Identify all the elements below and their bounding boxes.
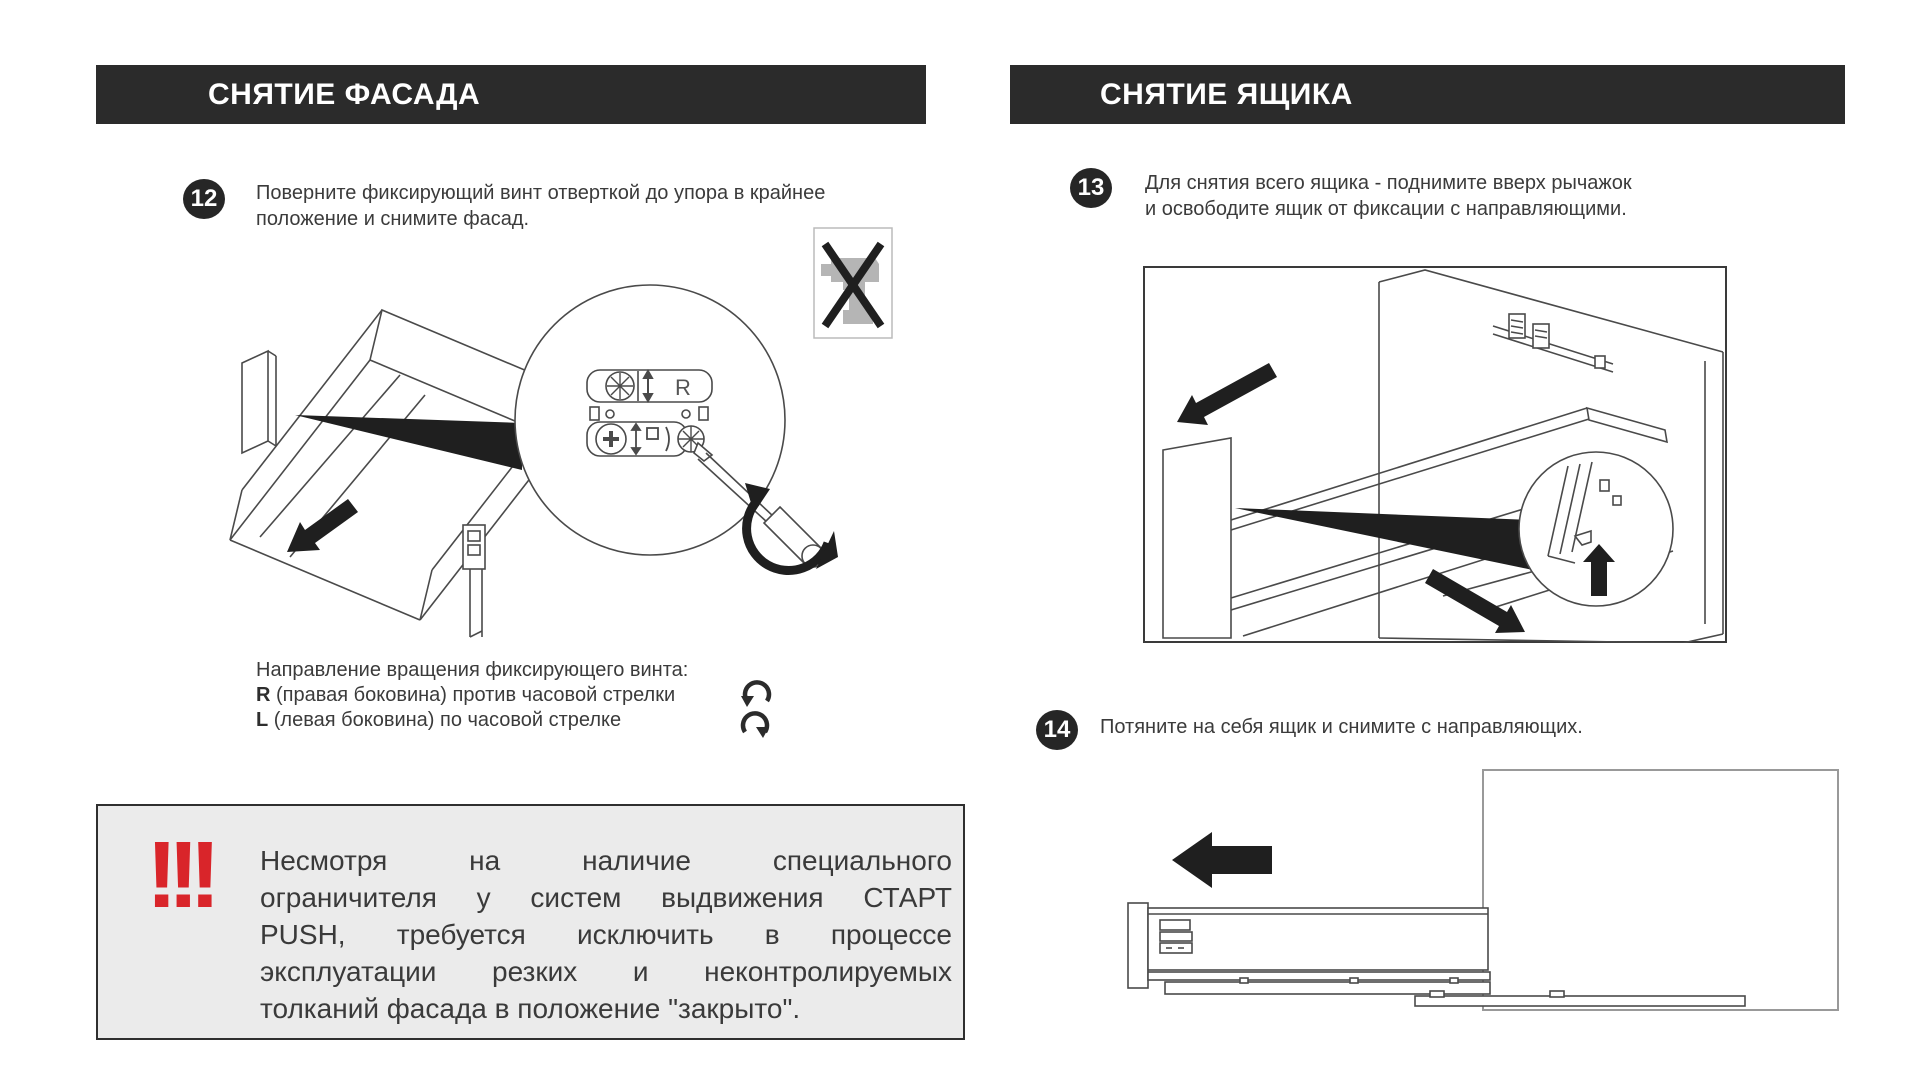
- r-prefix: R: [256, 684, 271, 706]
- slide-out-arrow: [1425, 569, 1525, 633]
- lock-mechanism: [463, 525, 485, 637]
- facade-removal-figure: [170, 225, 910, 645]
- facade-panel: [242, 351, 268, 453]
- no-drill-icon: [814, 228, 892, 338]
- step-14-line1: Потяните на себя ящик и снимите с направляющих.: [1100, 716, 1583, 738]
- callout-wedge: [1235, 508, 1533, 570]
- right-side-label: R: [675, 375, 691, 400]
- warning-line: ограничителя у систем выдвижения СТАРТ: [260, 882, 952, 913]
- rotation-title: Направление вращения фиксирующего винта:: [256, 659, 689, 681]
- step-14-badge: 14: [1036, 710, 1078, 750]
- cabinet-body-box: [1483, 770, 1838, 1010]
- rotation-direction-block: [256, 658, 688, 733]
- drawer-front-panel: [1128, 903, 1148, 988]
- step-13-badge: 13: [1070, 168, 1112, 208]
- l-prefix: L: [256, 709, 269, 731]
- drawer-isometric-drawing: [230, 310, 572, 637]
- step-13-text: [1145, 170, 1632, 222]
- counterclockwise-icon: [738, 676, 774, 708]
- extended-runner-rail: [1415, 996, 1745, 1006]
- pull-out-arrow: [1177, 363, 1277, 425]
- warning-line: Несмотря на наличие специального: [260, 845, 952, 876]
- step-12-line2: положение и снимите фасад.: [256, 208, 530, 230]
- l-text: (левая боковина) по часовой стрелке: [268, 709, 622, 731]
- step-13-line1: Для снятия всего ящика - поднимите вверх рычажок: [1145, 172, 1632, 194]
- drawer-pull-off-figure: [1120, 760, 1845, 1015]
- warning-line: эксплуатации резких и неконтролируемых: [260, 956, 952, 987]
- warning-text: [260, 842, 952, 1027]
- pull-direction-arrow: [287, 499, 358, 552]
- rotation-line-l: [256, 708, 688, 733]
- step-12-line1: Поверните фиксирующий винт отверткой до упора в крайнее: [256, 182, 826, 204]
- warning-line: PUSH, требуется исключить в процессе: [260, 919, 952, 950]
- latch-detail-circle: [1519, 452, 1673, 606]
- section-header-facade-label: СНЯТИЕ ФАСАДА: [208, 77, 481, 111]
- r-text: (правая боковина) против часовой стрелки: [270, 684, 676, 706]
- section-header-drawer-label: СНЯТИЕ ЯЩИКА: [1100, 77, 1353, 111]
- warning-exclamation-marks: !!!: [146, 822, 211, 928]
- section-header-facade-removal: [96, 65, 926, 124]
- step-13-line2: и освободите ящик от фиксации с направляющими.: [1145, 198, 1627, 220]
- warning-line: толканий фасада в положение "закрыто".: [260, 993, 801, 1024]
- step-14-text: [1100, 714, 1583, 740]
- callout-wedge: [295, 415, 522, 470]
- clockwise-icon: [736, 707, 772, 739]
- step-12-badge: 12: [183, 179, 225, 219]
- rotation-line-r: [256, 683, 688, 708]
- drawer-front-panel: [1163, 438, 1231, 638]
- drawer-removal-figure: [1143, 266, 1727, 643]
- pull-direction-arrow: [1172, 832, 1272, 888]
- section-header-drawer-removal: [1010, 65, 1845, 124]
